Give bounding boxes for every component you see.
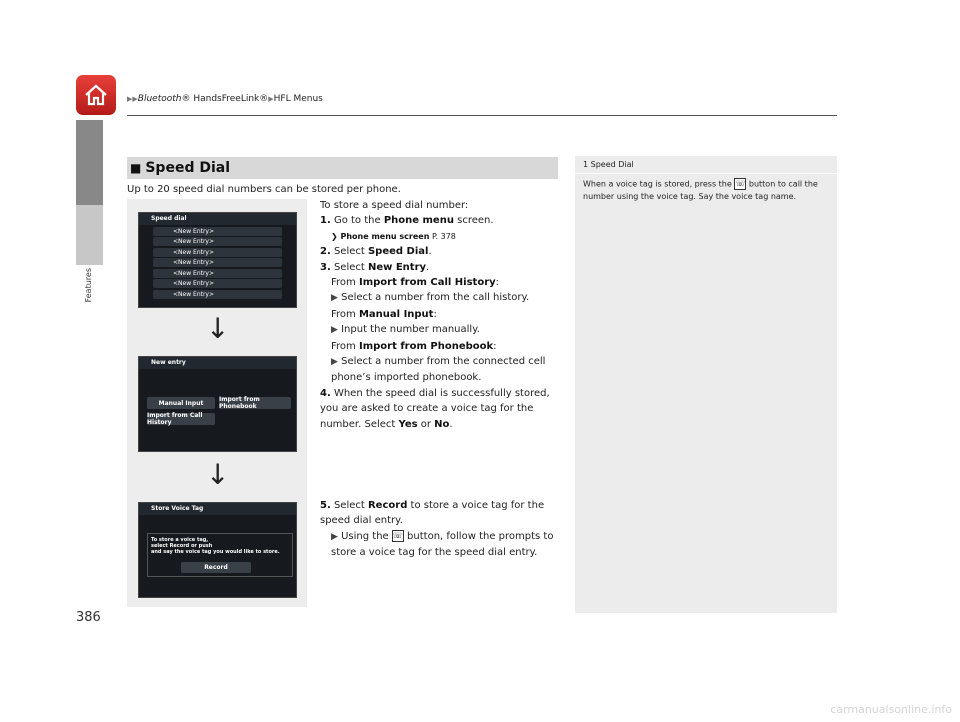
- voice-msg-line2: select Record or push: [151, 543, 213, 549]
- note-text: When a voice tag is stored, press the ☏ button to call the number using the voice tag. Say the voice tag name.: [583, 179, 818, 201]
- sidebar-tab-dark: [76, 120, 103, 205]
- list-item: <New Entry>: [153, 248, 282, 257]
- home-icon[interactable]: [76, 75, 116, 115]
- down-arrow-icon: ↓: [206, 458, 230, 491]
- list-item: <New Entry>: [153, 269, 282, 278]
- section-title: Speed Dial: [145, 160, 230, 176]
- header-rule: [127, 115, 837, 116]
- breadcrumb-part2[interactable]: ® HandsFreeLink®: [181, 94, 269, 104]
- steps-block-2: 5. Select Record to store a voice tag for the speed dial entry. ▶ Using the ☏ button, follow the prompts to store a voice tag for the speed dial entry.: [320, 500, 554, 559]
- page-number: 386: [76, 610, 101, 625]
- breadcrumb-part1[interactable]: Bluetooth: [137, 94, 182, 104]
- list-item: <New Entry>: [153, 227, 282, 236]
- list-item: <New Entry>: [153, 279, 282, 288]
- steps-lead: To store a speed dial number:: [320, 200, 469, 211]
- screen-new-entry: [138, 356, 297, 452]
- breadcrumb-part3[interactable]: HFL Menus: [273, 94, 323, 104]
- screen-title: Speed dial: [139, 213, 296, 225]
- down-arrow-icon: ↓: [206, 312, 230, 345]
- record-button: Record: [181, 562, 251, 573]
- list-item: <New Entry>: [153, 237, 282, 246]
- intro-text: Up to 20 speed dial numbers can be stored per phone.: [127, 184, 401, 195]
- section-heading: ■ Speed Dial: [127, 157, 558, 179]
- sidebar-tab-label[interactable]: Features: [84, 268, 93, 303]
- screen-title: Store Voice Tag: [139, 503, 296, 515]
- talk-button-icon: ☏: [392, 530, 403, 540]
- manual-input-button: Manual Input: [147, 397, 215, 409]
- breadcrumb: ▶▶Bluetooth® HandsFreeLink®▶HFL Menus: [127, 94, 323, 104]
- screen-title: New entry: [139, 357, 296, 369]
- page-reference-link[interactable]: ❯ Phone menu screen P. 378: [331, 231, 456, 241]
- screen-speed-dial: [138, 212, 297, 308]
- list-item: <New Entry>: [153, 290, 282, 299]
- sidebar-tab-light: [76, 205, 103, 265]
- screen-store-voice-tag: [138, 502, 297, 598]
- note-heading: 1 Speed Dial: [583, 160, 634, 169]
- watermark: carmanualsonline.info: [830, 703, 952, 716]
- import-call-history-button: Import from Call History: [147, 413, 215, 425]
- voice-msg-line1: To store a voice tag,: [151, 537, 209, 543]
- sidebar-note: [575, 156, 837, 613]
- talk-button-icon: ☏: [735, 179, 746, 188]
- steps-block: To store a speed dial number: 1. Go to the Phone menu screen. ❯ Phone menu screen P. 378 2. Select Speed Dial. 3. Select New Entry. From Import from Call History: ▶ Select a number from the call history. From Manual Input: ▶ Input the number manually. From Import from Phonebook: ▶ Select a number from the connected cell phone’s imported phonebook. 4. When the speed dial is successfully stored, you are asked to create a voice tag for the number. Select Yes or No.: [320, 198, 560, 432]
- import-phonebook-button: Import from Phonebook: [219, 397, 291, 409]
- list-item: <New Entry>: [153, 258, 282, 267]
- voice-msg-line3: and say the voice tag you would like to store.: [151, 549, 280, 555]
